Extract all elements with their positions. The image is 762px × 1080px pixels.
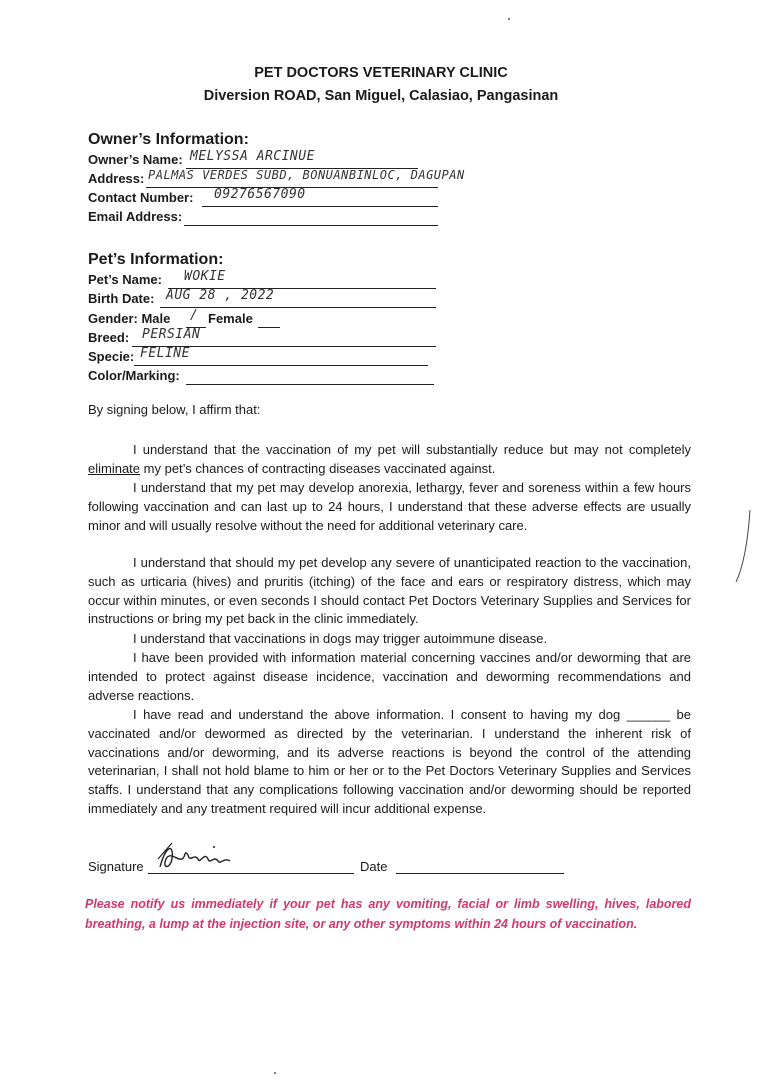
pet-section-title: Pet’s Information: xyxy=(88,251,224,268)
birth-date-row xyxy=(88,288,438,309)
breed-value[interactable]: PERSIAN xyxy=(142,327,201,342)
contact-line xyxy=(202,206,438,207)
scan-dot xyxy=(274,1072,276,1074)
specie-row xyxy=(88,346,428,367)
consent-p1-text-b: my pet’s chances of contracting diseases vaccinated against. xyxy=(140,460,496,476)
specie-value[interactable]: FELINE xyxy=(140,346,190,361)
consent-paragraph-5 xyxy=(88,649,691,705)
clinic-address: Diversion ROAD, San Miguel, Calasiao, Pangasinan xyxy=(203,88,559,104)
pet-name-value[interactable]: WOKIE xyxy=(184,269,226,284)
clinic-name: PET DOCTORS VETERINARY CLINIC xyxy=(254,65,508,81)
consent-paragraph-3 xyxy=(88,554,691,629)
consent-p4-text: I understand that vaccinations in dogs may trigger autoimmune disease. xyxy=(133,631,548,646)
gender-male-label: Gender: Male xyxy=(88,311,171,326)
email-label: Email Address: xyxy=(88,209,183,224)
symptom-notice: Please notify us immediately if your pet has any vomiting, facial or limb swelling, hives, labored breathing, a lump at the injection site, or any other symptoms within 24 hours of vaccination. xyxy=(85,897,691,931)
date-line[interactable] xyxy=(396,873,564,874)
scan-dot xyxy=(508,18,510,20)
color-line xyxy=(186,384,434,385)
consent-p5-text: I have been provided with information material concerning vaccines and/or deworming that are intended to protect against disease incidence, vaccination and deworming recommendations and adverse reactions. xyxy=(88,650,691,703)
owner-section-title: Owner’s Information: xyxy=(88,131,249,148)
consent-p2-text: I understand that my pet may develop anorexia, lethargy, fever and soreness within a few hours following vaccination and can last up to 24 hours, I understand that these adverse effects are usually minor and will usually resolve without the need for additional veterinary care. xyxy=(88,480,691,533)
signature-label: Signature xyxy=(88,859,144,874)
gender-male-mark[interactable]: / xyxy=(190,308,199,323)
date-label: Date xyxy=(360,859,388,874)
email-line xyxy=(184,225,438,226)
gender-female-line[interactable] xyxy=(258,327,280,328)
address-label: Address: xyxy=(88,171,145,186)
contact-value[interactable]: 09276567090 xyxy=(214,187,306,202)
pet-name-label: Pet’s Name: xyxy=(88,272,162,287)
consent-paragraph-4 xyxy=(88,630,691,649)
consent-p1-underlined: eliminate xyxy=(88,460,141,476)
birth-date-value[interactable]: AUG 28 , 2022 xyxy=(166,288,275,303)
consent-paragraph-1 xyxy=(88,441,691,479)
contact-label: Contact Number: xyxy=(88,190,194,205)
contact-row xyxy=(88,187,440,208)
owner-name-label: Owner’s Name: xyxy=(88,152,183,167)
affirm-intro: By signing below, I affirm that: xyxy=(88,402,261,417)
address-row xyxy=(88,168,548,189)
consent-paragraph-6 xyxy=(88,706,691,819)
breed-label: Breed: xyxy=(88,330,130,345)
birth-date-line xyxy=(160,307,436,308)
address-value[interactable]: PALMAS VERDES SUBD, BONUANBINLOC, DAGUPAN xyxy=(148,168,465,182)
birth-date-label: Birth Date: xyxy=(88,291,155,306)
signature-scribble-icon xyxy=(154,839,244,875)
color-label: Color/Marking: xyxy=(88,368,180,383)
owner-name-value[interactable]: MELYSSA ARCINUE xyxy=(190,149,315,164)
consent-paragraph-2 xyxy=(88,479,691,535)
color-row xyxy=(88,368,436,386)
consent-p6-text: I have read and understand the above information. I consent to having my dog ______ be vaccinated and/or dewormed as directed by the veterinarian. I understand the inherent risk of vaccinations and/or deworming, and its adverse reactions is beyond the control of the attending veterinarian, I shall not hold blame to him or her or to the Pet Doctors Veterinary Supplies and Services staffs. I understand that any complications following vaccination and/or deworming should be reported immediately and any treatment required will incur additional expense. xyxy=(88,707,691,816)
consent-p3-text: I understand that should my pet develop any severe of unanticipated reaction to the vaccination, such as urticaria (hives) and pruritis (itching) of the face and ears or respiratory distress, which may occur within minutes, or even seconds I should contact Pet Doctors Veterinary Supplies and Services for instructions or bring my pet back in the clinic immediately. xyxy=(88,555,691,627)
consent-p1-text-a: I understand that the vaccination of my pet will substantially reduce but may not completely xyxy=(133,442,691,457)
specie-line xyxy=(134,365,428,366)
email-row xyxy=(88,209,440,227)
gender-female-label: Female xyxy=(208,311,253,326)
specie-label: Specie: xyxy=(88,349,135,364)
